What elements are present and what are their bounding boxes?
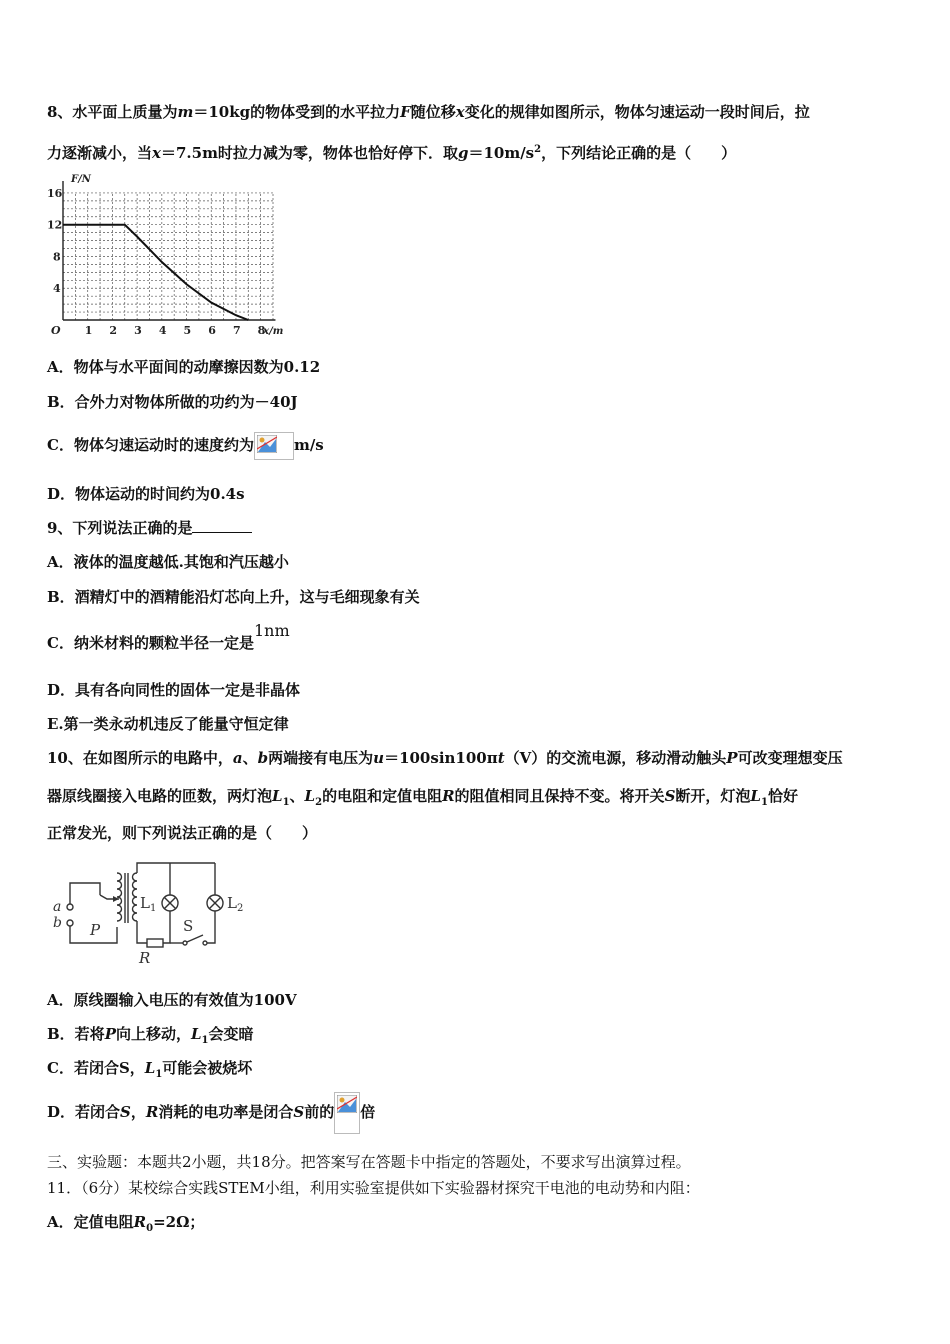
x-tick-label: 4 bbox=[158, 324, 167, 335]
y-tick-label: 4 bbox=[53, 282, 61, 296]
unit-1nm: 1nm bbox=[253, 621, 290, 640]
broken-image-icon bbox=[254, 432, 294, 460]
answer-blank bbox=[192, 518, 252, 533]
q11-option-a: A．定值电阻$R_0=2\Omega$； bbox=[47, 1213, 205, 1234]
q8-line1: 8、水平面上质量为m＝10kg的物体受到的水平拉力F随位移x变化的规律如图所示，物体匀速运动一段时间后，拉 bbox=[47, 103, 810, 121]
label-l1: $L_1$ bbox=[140, 894, 157, 914]
q10-option-a: A．原线圈输入电压的有效值为100V bbox=[47, 991, 297, 1009]
x-tick-label: 5 bbox=[183, 324, 192, 335]
resistor-r bbox=[147, 939, 163, 947]
label-b: b bbox=[53, 915, 62, 931]
q9-option-a: A．液体的温度越低.其饱和汽压越小 bbox=[47, 553, 289, 571]
q10-line1: 10、在如图所示的电路中，a、b两端接有电压为u＝100sin100πt（V）的交流电源，移动滑动触头P可改变理想变压 bbox=[47, 749, 843, 767]
x-tick-label: 6 bbox=[208, 324, 216, 335]
q10-option-d: D．若闭合S，R消耗的电功率是闭合S前的 倍 bbox=[47, 1090, 375, 1134]
q9-option-c: C．纳米材料的颗粒半径一定是1nm bbox=[47, 621, 290, 652]
label-s: S bbox=[183, 917, 194, 935]
terminal-a bbox=[67, 904, 73, 910]
x-tick-label: 1 bbox=[84, 324, 93, 335]
label-l2: $L_2$ bbox=[227, 894, 244, 914]
x-axis-label: x/m bbox=[263, 326, 284, 335]
force-displacement-chart bbox=[45, 170, 295, 335]
q8-line2: 力逐渐减小，当x＝7.5m时拉力减为零，物体也恰好停下．取$g=10m/s^2$，下列结论正确的是（ ） bbox=[47, 144, 737, 162]
label-p: P bbox=[90, 921, 101, 939]
x-tick-label: 2 bbox=[109, 324, 118, 335]
circuit-diagram bbox=[45, 855, 255, 970]
q8-option-d: D．物体运动的时间约为0.4s bbox=[47, 485, 245, 503]
q9-stem: 9、下列说法正确的是 bbox=[47, 518, 252, 538]
y-tick-label: 12 bbox=[47, 218, 63, 232]
q8-option-b: B．合外力对物体所做的功约为－40J bbox=[47, 393, 298, 411]
y-axis-label: F/N bbox=[71, 174, 91, 185]
switch-s bbox=[187, 935, 203, 942]
q11-stem: 11．（6分）某校综合实践STEM小组，利用实验室提供如下实验器材探究干电池的电动势和内阻： bbox=[47, 1179, 700, 1197]
section3-header: 三、实验题：本题共2小题，共18分。把答案写在答题卡中指定的答题处，不要求写出演算过程。 bbox=[47, 1153, 691, 1171]
q10-line3: 正常发光，则下列说法正确的是（ ） bbox=[47, 824, 318, 842]
x-tick-label: 7 bbox=[232, 324, 241, 335]
label-r: R bbox=[139, 949, 151, 967]
x-tick-label: 8 bbox=[257, 324, 266, 335]
y-tick-label: 8 bbox=[53, 250, 61, 264]
q8-option-a: A．物体与水平面间的动摩擦因数为0.12 bbox=[47, 358, 321, 376]
origin-label: O bbox=[51, 324, 61, 335]
q10-option-b: B．若将P向上移动，$L_1$会变暗 bbox=[47, 1025, 254, 1046]
q9-option-e: E.第一类永动机违反了能量守恒定律 bbox=[47, 715, 289, 733]
q10-line2: 器原线圈接入电路的匝数，两灯泡$L_1$、$L_2$的电阻和定值电阻R的阻值相同且保持不变。将开关S断开，灯泡$L_1$恰好 bbox=[47, 787, 798, 808]
q10-option-c: C．若闭合S，$L_1$可能会被烧坏 bbox=[47, 1059, 253, 1080]
q8-option-c: C．物体匀速运动时的速度约为 m/s bbox=[47, 431, 324, 460]
terminal-b bbox=[67, 920, 73, 926]
label-a: a bbox=[53, 899, 62, 915]
broken-image-icon bbox=[334, 1092, 360, 1134]
x-tick-label: 3 bbox=[134, 324, 142, 335]
q9-option-d: D．具有各向同性的固体一定是非晶体 bbox=[47, 681, 301, 699]
y-tick-label: 16 bbox=[47, 186, 63, 200]
q9-option-b: B．酒精灯中的酒精能沿灯芯向上升，这与毛细现象有关 bbox=[47, 588, 420, 606]
